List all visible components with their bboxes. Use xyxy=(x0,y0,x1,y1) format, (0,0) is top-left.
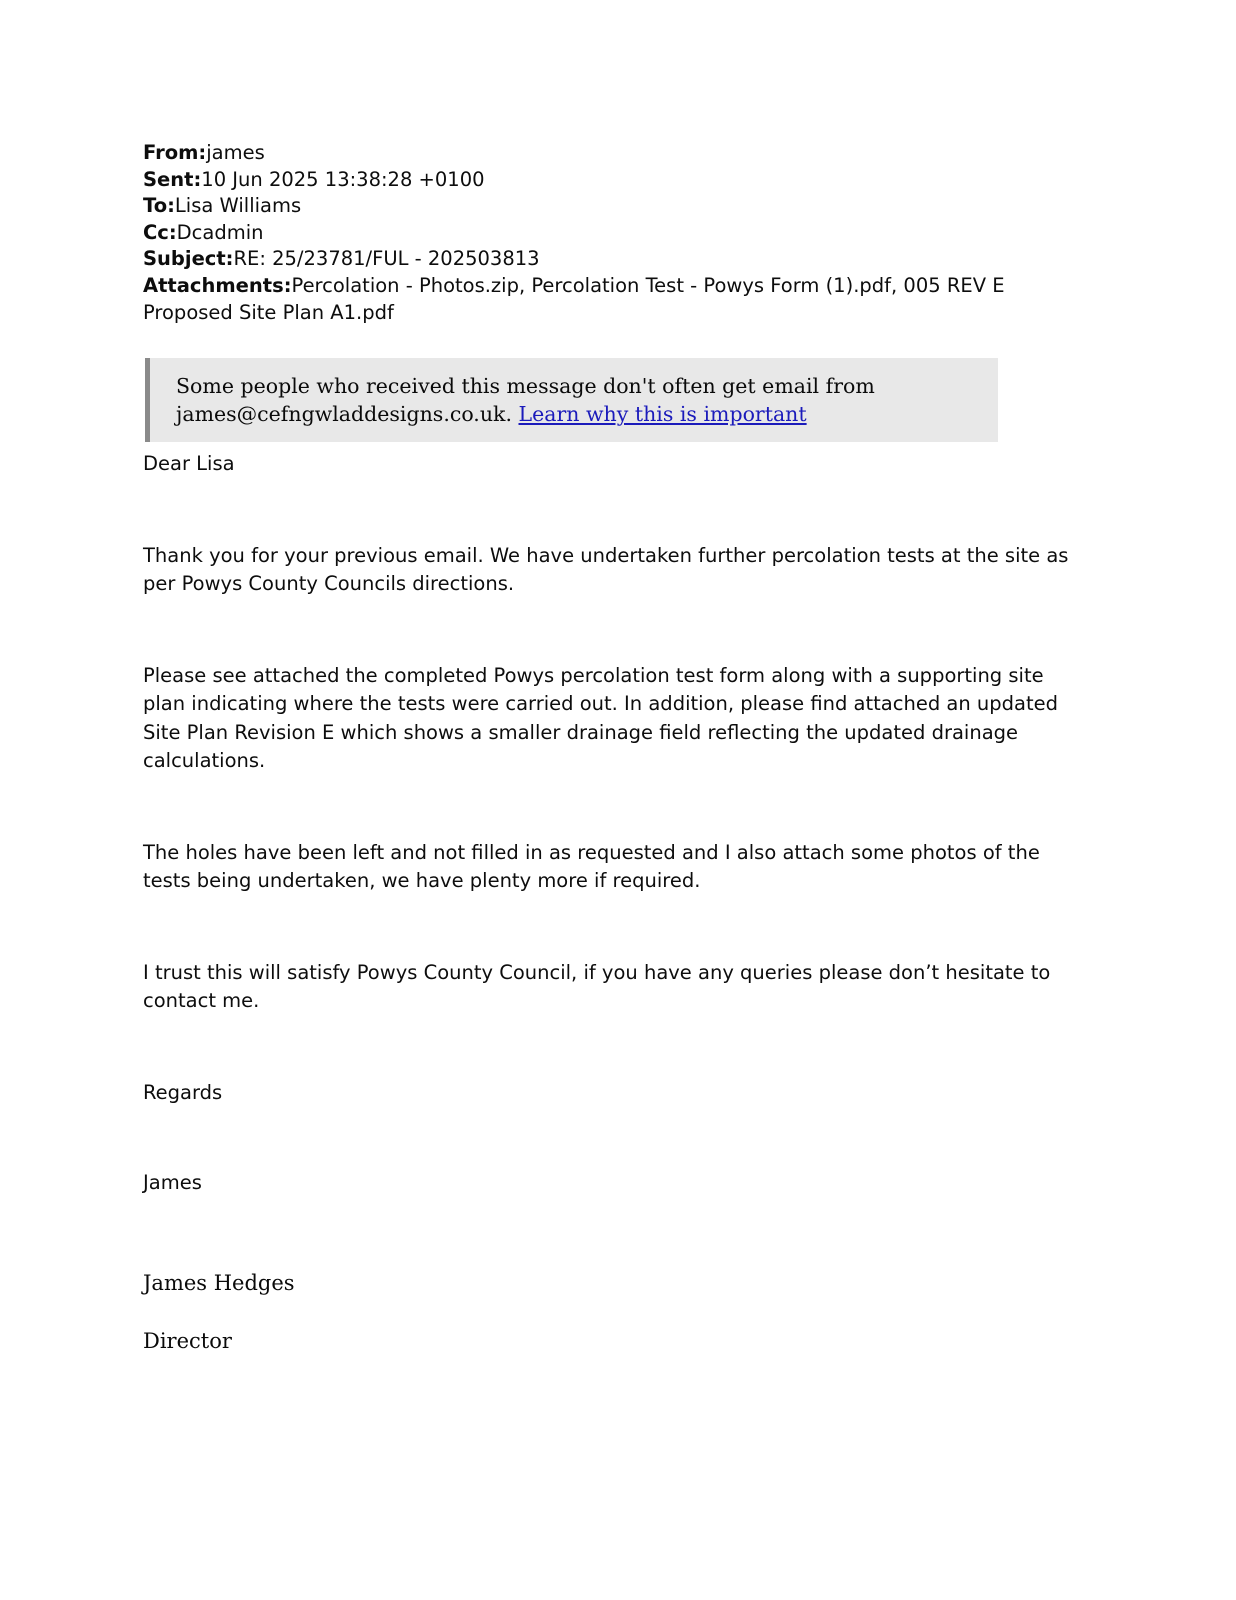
body-greeting: Dear Lisa xyxy=(143,452,235,476)
email-body xyxy=(143,450,1096,1198)
external-sender-banner-text: Some people who received this message don't often get email from james@cefngwladdesigns.co.uk. xyxy=(176,374,875,427)
body-paragraph-4: I trust this will satisfy Powys County Council, if you have any queries please don’t hesitate to contact me. xyxy=(143,960,1051,1013)
header-sent-value: 10 Jun 2025 13:38:28 +0100 xyxy=(201,167,485,191)
header-subject-value: RE: 25/23781/FUL - 202503813 xyxy=(233,247,540,271)
header-from-value: james xyxy=(206,141,265,164)
email-header-block xyxy=(143,140,1096,326)
body-paragraph-2: Please see attached the completed Powys percolation test form along with a supporting site plan indicating where the tests were carried out. In addition, please find attached an updated Site Plan Revision E which shows a smaller drainage field reflecting the updated drainage calculations. xyxy=(143,663,1058,773)
header-to xyxy=(143,193,1096,220)
header-subject xyxy=(143,246,1096,273)
header-cc xyxy=(143,220,1096,247)
external-sender-banner xyxy=(145,358,998,442)
header-attachments-label: Attachments: xyxy=(143,273,292,297)
header-attachments-value: Percolation - Photos.zip, Percolation Test - Powys Form (1).pdf, 005 REV E Proposed Site Plan A1.pdf xyxy=(143,273,1005,324)
signature-name: James Hedges xyxy=(143,1270,295,1295)
header-to-label: To: xyxy=(143,194,175,218)
header-from xyxy=(143,140,1096,167)
header-cc-value: Dcadmin xyxy=(176,220,264,244)
header-subject-label: Subject: xyxy=(143,247,234,271)
header-cc-label: Cc: xyxy=(143,220,177,244)
body-sender-name: James xyxy=(143,1171,202,1195)
body-paragraph-3: The holes have been left and not filled in as requested and I also attach some photos of the tests being undertaken, we have plenty more if required. xyxy=(143,840,1040,893)
header-sent-label: Sent: xyxy=(143,167,202,191)
learn-why-important-link[interactable]: Learn why this is important xyxy=(518,402,807,427)
header-from-label: From: xyxy=(143,141,207,164)
body-signoff: Regards xyxy=(143,1080,223,1104)
body-paragraph-1: Thank you for your previous email. We have undertaken further percolation tests at the site as per Powys County Councils directions. xyxy=(143,543,1069,596)
header-to-value: Lisa Williams xyxy=(174,194,302,218)
email-signature xyxy=(143,1268,1096,1356)
header-sent xyxy=(143,167,1096,194)
header-attachments xyxy=(143,273,1096,326)
signature-role: Director xyxy=(143,1328,232,1353)
